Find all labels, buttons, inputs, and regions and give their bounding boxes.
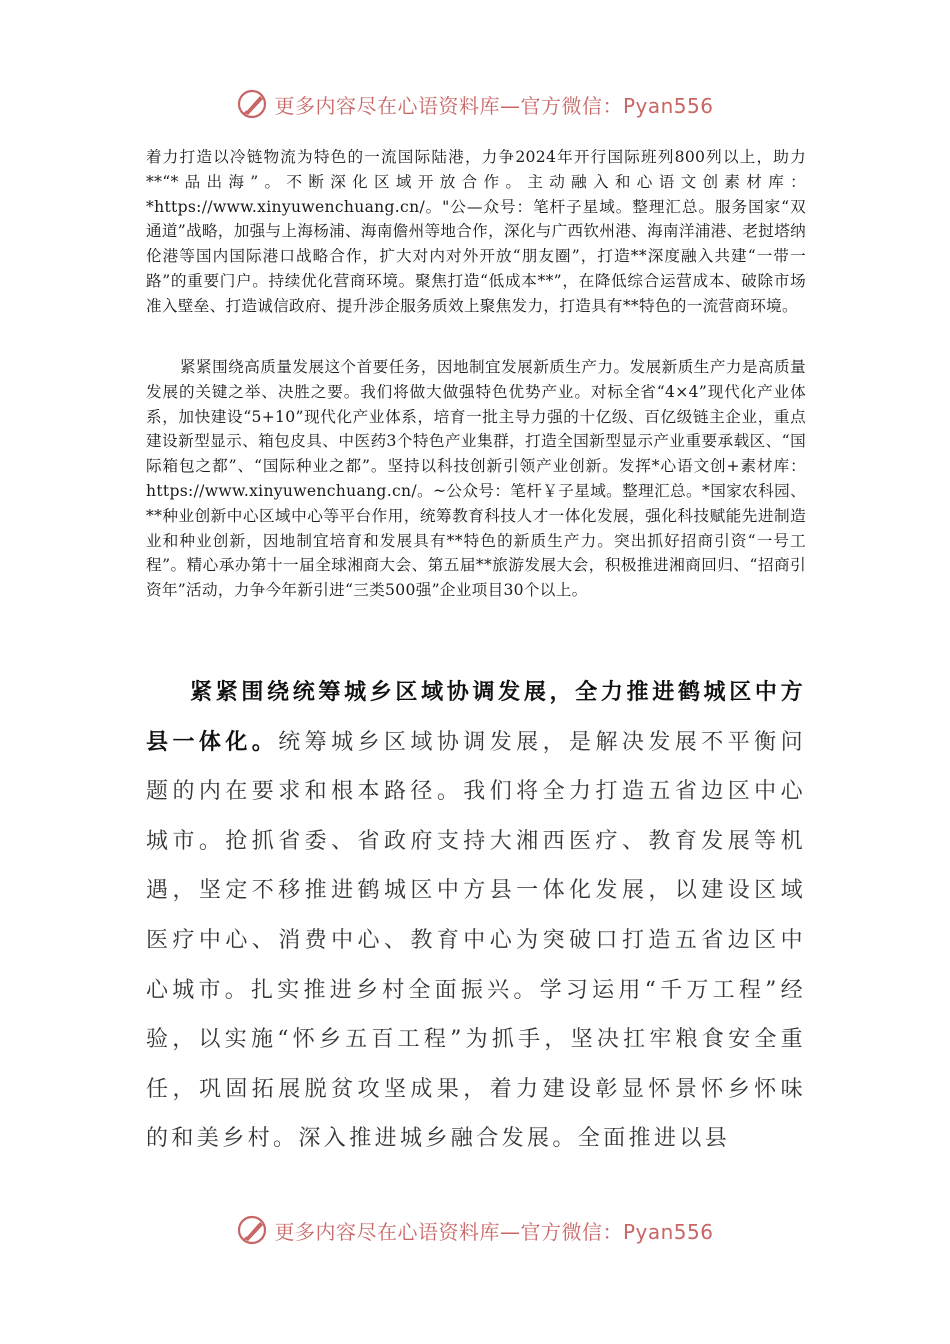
pen-logo-icon	[236, 87, 270, 121]
pen-logo-icon	[236, 1213, 270, 1247]
paragraph-3	[146, 668, 806, 1164]
watermark-header	[0, 86, 950, 122]
paragraph-1	[146, 145, 806, 319]
paragraph-3-heading: 紧紧围绕统筹城乡区域协调发展，全力推进鹤城区中方县一体化。	[146, 679, 806, 755]
paragraph-1-text: 着力打造以冷链物流为特色的一流国际陆港，力争2024年开行国际班列800列以上，助力**“*品出海”。不断深化区域开放合作。主动融入和心语文创素材库：*https://www.xinyuwenchuang.cn/。"公—众号：笔杆子星域。整理汇总。服务国家“双通道”战略，加强与上海杨浦、海南儋州等地合作，深化与广西钦州港、海南洋浦港、老挝塔纳伦港等国内国际港口战略合作，扩大对内对外开放“朋友圈”，打造**深度融入共建“一带一路”的重要门户。持续优化营商环境。聚焦打造“低成本**”，在降低综合运营成本、破除市场准入壁垒、打造诚信政府、提升涉企服务质效上聚焦发力，打造具有**特色的一流营商环境。	[146, 148, 806, 315]
paragraph-2	[146, 355, 806, 603]
paragraph-2-text: 紧紧围绕高质量发展这个首要任务，因地制宜发展新质生产力。发展新质生产力是高质量发展的关键之举、决胜之要。我们将做大做强特色优势产业。对标全省“4×4”现代化产业体系，加快建设“5+10”现代化产业体系，培育一批主导力强的十亿级、百亿级链主企业，重点建设新型显示、箱包皮具、中医药3个特色产业集群，打造全国新型显示产业重要承载区、“国际箱包之都”、“国际种业之都”。坚持以科技创新引领产业创新。发挥*心语文创+素材库：https://www.xinyuwenchuang.cn/。~公众号：笔杆￥子星域。整理汇总。*国家农科园、**种业创新中心区域中心等平台作用，统筹教育科技人才一体化发展，强化科技赋能先进制造业和种业创新，因地制宜培育和发展具有**特色的新质生产力。突出抓好招商引资“一号工程”。精心承办第十一届全球湘商大会、第五届**旅游发展大会，积极推进湘商回归、“招商引资年”活动，力争今年新引进“三类500强”企业项目30个以上。	[146, 358, 806, 600]
watermark-footer	[0, 1212, 950, 1248]
watermark-text: 更多内容尽在心语资料库—官方微信：Pyan556	[274, 93, 714, 118]
paragraph-3-body: 统筹城乡区域协调发展，是解决发展不平衡问题的内在要求和根本路径。我们将全力打造五省边区中心城市。抢抓省委、省政府支持大湘西医疗、教育发展等机遇，坚定不移推进鹤城区中方县一体化发展，以建设区域医疗中心、消费中心、教育中心为突破口打造五省边区中心城市。扎实推进乡村全面振兴。学习运用“千万工程”经验，以实施“怀乡五百工程”为抓手，坚决扛牢粮食安全重任，巩固拓展脱贫攻坚成果，着力建设彰显怀景怀乡怀味的和美乡村。深入推进城乡融合发展。全面推进以县	[146, 729, 806, 1152]
watermark-text: 更多内容尽在心语资料库—官方微信：Pyan556	[274, 1219, 714, 1244]
